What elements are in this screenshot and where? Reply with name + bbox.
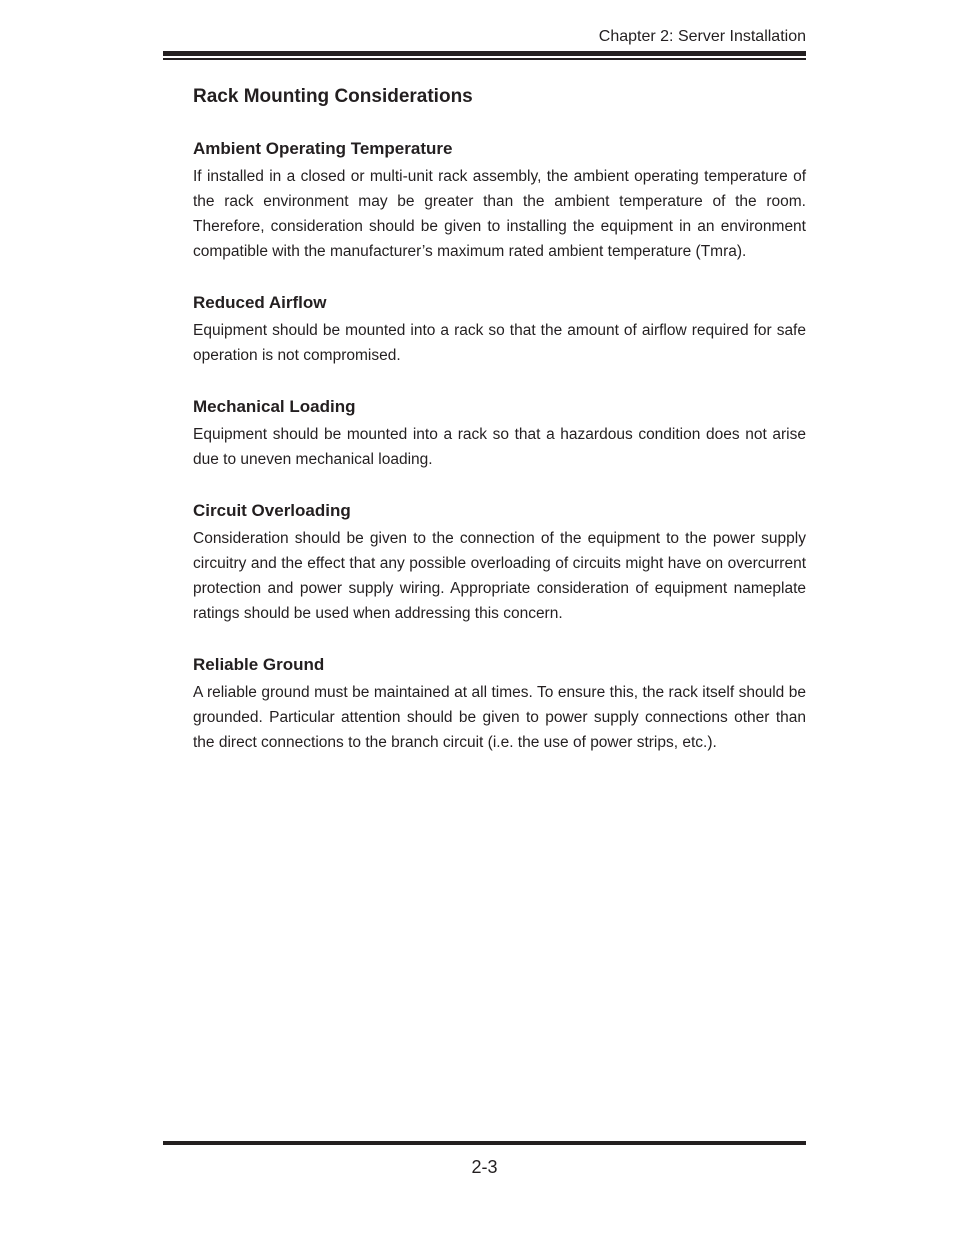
section-heading: Circuit Overloading: [193, 501, 351, 520]
section-body: If installed in a closed or multi-unit rack assembly, the ambient operating temperature of the rack environment may be greater than the ambient temperature of the room. Therefore, consideration should be given to installing the equipment in an environment compatible with the manufacturer’s maximum rated ambient temperature (Tmra).: [193, 168, 806, 260]
header-rule-thick: [163, 51, 806, 56]
section-heading: Reduced Airflow: [193, 293, 327, 312]
section-body: A reliable ground must be maintained at all times. To ensure this, the rack itself should be grounded. Particular attention should be given to power supply connections other than the direct connections to the branch circuit (i.e. the use of power strips, etc.).: [193, 684, 806, 751]
page-content: [193, 84, 806, 755]
section-heading: Mechanical Loading: [193, 397, 356, 416]
section-body: Consideration should be given to the connection of the equipment to the power supply circuitry and the effect that any possible overloading of circuits might have on overcurrent protection and power supply wiring. Appropriate consideration of equipment nameplate ratings should be used when addressing this concern.: [193, 530, 806, 622]
section-reliable-ground: [193, 654, 806, 755]
section-mechanical-loading: [193, 396, 806, 472]
section-ambient-temperature: [193, 138, 806, 264]
page-title: Rack Mounting Considerations: [193, 86, 473, 107]
running-header: Chapter 2: Server Installation: [598, 28, 806, 45]
section-reduced-airflow: [193, 292, 806, 368]
section-circuit-overloading: [193, 500, 806, 626]
page-number: 2-3: [471, 1157, 498, 1177]
footer-rule: [163, 1141, 806, 1145]
header-rule-thin: [163, 58, 806, 60]
section-body: Equipment should be mounted into a rack so that the amount of airflow required for safe operation is not compromised.: [193, 322, 806, 364]
section-heading: Reliable Ground: [193, 655, 325, 674]
section-body: Equipment should be mounted into a rack so that a hazardous condition does not arise due to uneven mechanical loading.: [193, 426, 806, 468]
section-heading: Ambient Operating Temperature: [193, 139, 453, 158]
